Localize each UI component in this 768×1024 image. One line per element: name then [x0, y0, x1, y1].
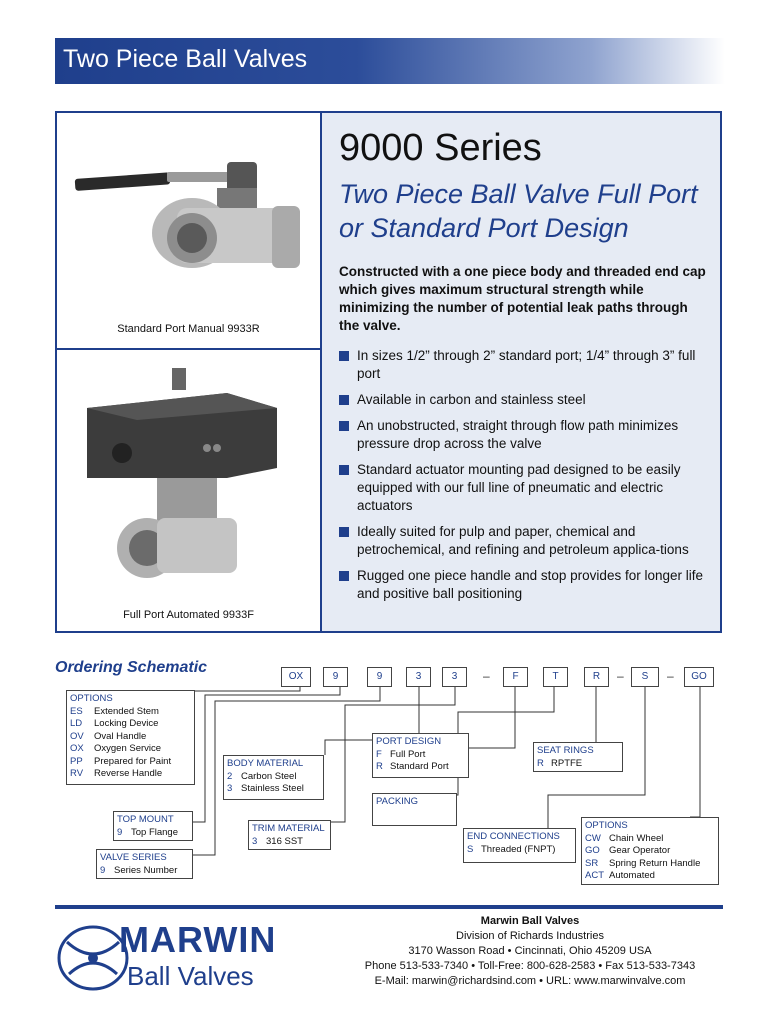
code-separator: – — [483, 669, 490, 683]
option-label: Full Port — [390, 748, 426, 760]
logo-subtitle: Ball Valves — [127, 961, 254, 991]
option-label: Spring Return Handle — [609, 857, 701, 869]
option-code: R — [376, 761, 383, 772]
option-code: R — [537, 757, 544, 769]
image-caption-automated: Full Port Automated 9933F — [123, 609, 254, 621]
feature-item: Rugged one piece handle and stop provides for longer life and positive ball positioning — [339, 567, 711, 603]
option-code: GO — [585, 845, 600, 856]
option-label: Extended Stem — [94, 705, 159, 717]
option-code: RV — [70, 768, 84, 779]
feature-item: Standard actuator mounting pad designed to be easily equipped with our full line of pneumatic and electric actuators — [339, 461, 711, 515]
option-label: Threaded (FNPT) — [481, 843, 556, 855]
option-code: OX — [70, 743, 84, 754]
top-mount-header: TOP MOUNT — [117, 814, 174, 825]
division-line: Division of Richards Industries — [456, 930, 604, 942]
trim-material-box — [248, 820, 331, 850]
option-code: 3 — [227, 783, 233, 794]
company-name: Marwin Ball Valves — [480, 915, 580, 927]
end-connections-header: END CONNECTIONS — [467, 831, 560, 842]
option-code: CW — [585, 832, 601, 844]
code-options-right: GO — [684, 667, 714, 687]
series-title: 9000 Series — [339, 127, 542, 169]
code-end-connections: S — [631, 667, 659, 687]
port-design-header: PORT DESIGN — [376, 736, 442, 747]
code-packing: T — [543, 667, 568, 687]
option-label: Locking Device — [94, 718, 159, 729]
phone-line: Phone 513-533-7340 • Toll-Free: 800-628-2583 • Fax 513-533-7343 — [364, 960, 696, 972]
feature-item: Available in carbon and stainless steel — [339, 391, 711, 409]
marwin-logo — [55, 918, 295, 998]
seat-rings-box — [533, 742, 623, 772]
feature-item: An unobstructed, straight through flow path minimizes pressure drop across the valve — [339, 417, 711, 453]
options-right-header: OPTIONS — [585, 820, 628, 831]
code-separator: – — [667, 669, 674, 683]
seat-rings-header: SEAT RINGS — [537, 745, 594, 756]
option-label: RPTFE — [551, 757, 583, 769]
options-left-header: OPTIONS — [70, 693, 113, 704]
option-label: Stainless Steel — [241, 783, 304, 794]
option-code: ACT — [585, 870, 604, 881]
option-label: Oxygen Service — [94, 743, 162, 754]
option-code: LD — [70, 718, 83, 729]
end-connections-box — [463, 828, 576, 863]
body-material-box — [223, 755, 324, 800]
option-label: Oval Handle — [94, 730, 147, 742]
code-seat-rings: R — [584, 667, 609, 687]
contact-block — [330, 914, 730, 989]
option-code: PP — [70, 755, 83, 767]
address-line: 3170 Wasson Road • Cincinnati, Ohio 45209 USA — [408, 945, 652, 957]
code-trim-material: 3 — [442, 667, 467, 687]
code-separator: – — [617, 669, 624, 683]
top-mount-box — [113, 811, 193, 841]
option-label: Reverse Handle — [94, 768, 163, 779]
image-caption-manual: Standard Port Manual 9933R — [117, 323, 260, 335]
email-line: E-Mail: marwin@richardsind.com • URL: www.marwinvalve.com — [374, 975, 686, 987]
code-body-material: 3 — [406, 667, 431, 687]
feature-item: Ideally suited for pulp and paper, chemical and petrochemical, and refining and petroleum applica-tions — [339, 523, 711, 559]
ordering-schematic-title: Ordering Schematic — [55, 659, 208, 676]
option-code: S — [467, 843, 474, 855]
valve-series-header: VALVE SERIES — [100, 852, 167, 863]
option-code: F — [376, 748, 382, 760]
intro-paragraph: Constructed with a one piece body and threaded end cap which gives maximum structural strength while minimizing the number of potential leak paths through the valve. — [339, 264, 706, 333]
option-code: 2 — [227, 770, 233, 782]
options-right-box — [581, 817, 719, 885]
code-top-mount: 9 — [367, 667, 392, 687]
code-options-left: OX — [281, 667, 311, 687]
option-code: 9 — [100, 864, 106, 876]
option-label: Carbon Steel — [241, 770, 297, 782]
feature-item: In sizes 1/2” through 2” standard port; 1/4” through 3” full port — [339, 347, 711, 383]
packing-header: PACKING — [376, 796, 419, 807]
option-label: Series Number — [114, 864, 178, 876]
option-code: SR — [585, 857, 599, 869]
option-label: Standard Port — [390, 761, 449, 772]
valve-series-box — [96, 849, 193, 879]
option-label: 316 SST — [266, 835, 303, 847]
option-code: 9 — [117, 826, 123, 838]
code-port-design: F — [503, 667, 528, 687]
option-code: 3 — [252, 835, 258, 847]
logo-wordmark: MARWIN — [119, 919, 277, 960]
page-title: Two Piece Ball Valves — [63, 45, 308, 73]
footer-rule — [55, 905, 723, 909]
options-left-box — [66, 690, 195, 785]
port-design-box — [372, 733, 469, 778]
series-subtitle: Two Piece Ball Valve Full Port or Standard Port Design — [339, 179, 698, 243]
option-label: Top Flange — [131, 826, 179, 838]
option-label: Gear Operator — [609, 845, 671, 856]
option-label: Prepared for Paint — [94, 755, 172, 767]
option-code: OV — [70, 730, 84, 742]
option-label: Chain Wheel — [609, 832, 664, 844]
body-material-header: BODY MATERIAL — [227, 758, 304, 769]
option-label: Automated — [609, 870, 655, 881]
packing-box — [372, 793, 457, 826]
code-valve-series: 9 — [323, 667, 348, 687]
option-code: ES — [70, 705, 83, 717]
trim-material-header: TRIM MATERIAL — [252, 823, 325, 834]
